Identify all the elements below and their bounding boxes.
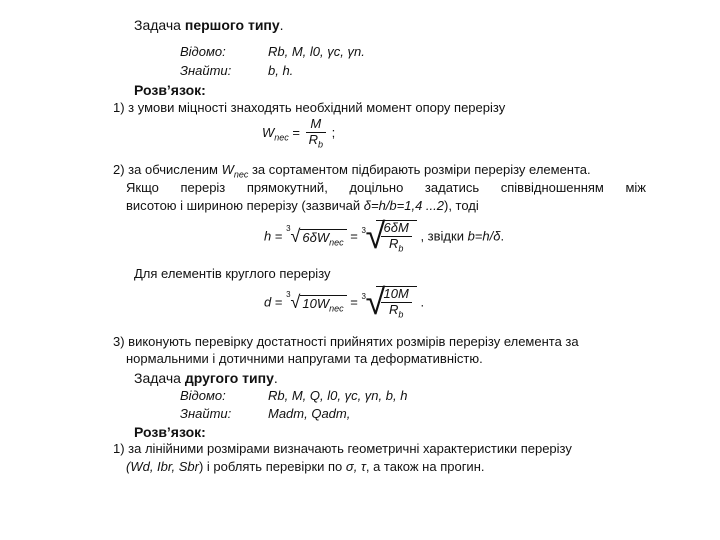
solution1-step2-line2: Якщо переріз прямокутний, доцільно задатись співвідношенням між [126,180,646,195]
formula-d: d = $^3$√ $10W_{nec}$ = 3 √ $\frac{10M}{R_b}$ . [264,281,425,322]
solution2-step1-line1: 1) за лінійними розмірами визначають геометричні характеристики перерізу [113,441,572,456]
solution2-step1-line2: (Wd, Ibr, Sbr) і роблять перевірки по σ, τ, а також на прогин. [126,459,485,474]
task2-title: Задача другого типу. [134,370,278,386]
formula-h: h = $^3$√ $6\delta W_{nec}$ = 3 √ $\frac{6\delta M}{R_b}$ , звідки b=h/δ. [264,215,505,256]
task1-known-label: Відомо: [180,44,226,59]
solution1-step3-line2: нормальними і дотичними напругами та деформативністю. [126,351,483,366]
task1-title: Задача першого типу. [134,17,284,33]
cube-root-3: $^3$√ $10W_{nec}$ [286,292,347,314]
task2-known-value: Rb, M, Q, l0, γc, γn, b, h [268,388,408,403]
solution1-step2-line3: висотою і шириною перерізу (зазвичай δ=h/b=1,4 ...2), тоді [126,198,479,213]
solution1-heading: Розв’язок: [134,82,206,98]
formula-wnec: $W_{nec}$ = $\frac{M}{R_b}$ ; [262,116,336,150]
cube-root-4: 3 √ $\frac{10M}{R_b}$ [362,286,417,320]
task2-find-value: Madm, Qadm, [268,406,351,421]
task2-find-label: Знайти: [180,406,232,421]
solution1-step1: 1) з умови міцності знаходять необхідний момент опору перерізу [113,100,506,115]
task2-known-label: Відомо: [180,388,226,403]
task1-known-value: Rb, M, l0, γc, γn. [268,44,365,59]
solution1-step2-line1: 2) за обчисленим $W_{nec}$ за сортаментом підбирають розміри перерізу елемента. [113,162,591,180]
task1-find-label: Знайти: [180,63,232,78]
solution2-heading: Розв’язок: [134,424,206,440]
solution1-step3-line1: 3) виконують перевірку достатності прийнятих розмірів перерізу елемента за [113,334,579,349]
task1-find-value: b, h. [268,63,294,78]
cube-root-2: 3 √ $\frac{6\delta M}{R_b}$ [362,220,417,254]
round-section-text: Для елементів круглого перерізу [134,266,331,281]
cube-root-1: $^3$√ $6\delta W_{nec}$ [286,226,347,248]
